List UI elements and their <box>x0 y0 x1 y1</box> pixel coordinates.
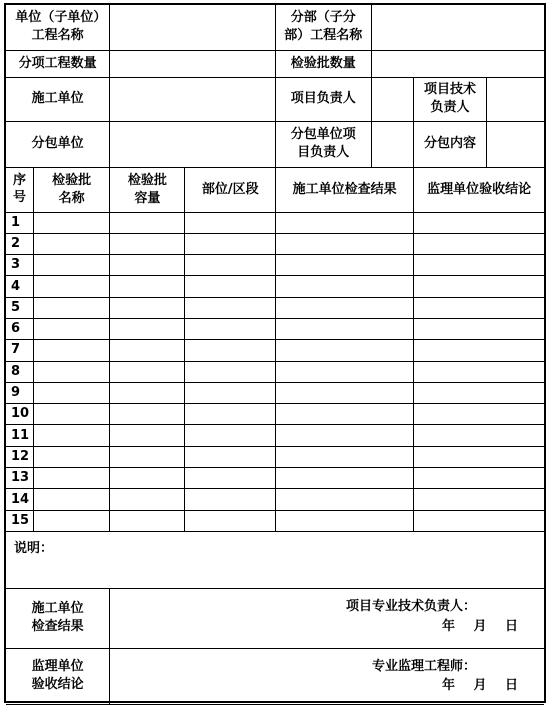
location-cell[interactable] <box>185 297 276 318</box>
batch-capacity-cell[interactable] <box>110 212 185 233</box>
construction-result-cell[interactable] <box>275 468 413 489</box>
construction-unit-value[interactable] <box>110 77 276 121</box>
location-cell[interactable] <box>185 361 276 382</box>
sub-project-name-value[interactable] <box>371 5 544 50</box>
table-row <box>6 318 544 339</box>
table-row <box>6 276 544 297</box>
batch-capacity-cell[interactable] <box>110 255 185 276</box>
location-cell[interactable] <box>185 510 276 531</box>
item-quantity-value[interactable] <box>110 50 276 77</box>
location-cell[interactable] <box>185 468 276 489</box>
subcontract-manager-value[interactable] <box>371 121 414 167</box>
subcontract-content-value[interactable] <box>486 122 544 167</box>
supervision-result-cell[interactable] <box>414 425 544 446</box>
construction-signer-label: 项目专业技术负责人： <box>345 598 476 614</box>
subcontract-unit-label: 分包单位 <box>6 121 110 167</box>
unit-project-name-value[interactable] <box>110 5 276 50</box>
supervision-result-cell[interactable] <box>414 318 544 339</box>
tech-manager-value[interactable] <box>486 78 544 121</box>
batch-name-cell[interactable] <box>33 297 109 318</box>
construction-result-cell[interactable] <box>275 446 413 467</box>
batch-capacity-cell[interactable] <box>110 276 185 297</box>
table-row <box>6 510 544 531</box>
construction-result-cell[interactable] <box>275 340 413 361</box>
table-row <box>6 489 544 510</box>
col-header-batch-name: 检验批名称 <box>33 167 109 212</box>
supervision-result-cell[interactable] <box>414 340 544 361</box>
construction-result-cell[interactable] <box>275 233 413 254</box>
location-cell[interactable] <box>185 318 276 339</box>
location-cell[interactable] <box>185 425 276 446</box>
supervision-result-cell[interactable] <box>414 212 544 233</box>
batch-name-cell[interactable] <box>33 404 109 425</box>
location-cell[interactable] <box>185 382 276 403</box>
construction-result-cell[interactable] <box>275 212 413 233</box>
col-header-batch-capacity: 检验批容量 <box>110 167 185 212</box>
table-row <box>6 361 544 382</box>
row-number: 14 <box>6 489 33 510</box>
construction-result-cell[interactable] <box>275 318 413 339</box>
supervision-signer-label: 专业监理工程师： <box>371 658 476 674</box>
construction-result-cell[interactable] <box>275 255 413 276</box>
table-row <box>6 382 544 403</box>
construction-date-label: 年 月 日 <box>441 618 518 634</box>
tech-manager-split <box>414 78 544 121</box>
location-cell[interactable] <box>185 276 276 297</box>
construction-result-cell[interactable] <box>275 361 413 382</box>
location-cell[interactable] <box>185 212 276 233</box>
row-number: 11 <box>6 425 33 446</box>
supervision-result-cell[interactable] <box>414 468 544 489</box>
note-label: 说明： <box>6 531 544 588</box>
row-number: 15 <box>6 510 33 531</box>
construction-result-cell[interactable] <box>275 425 413 446</box>
construction-result-cell[interactable] <box>275 510 413 531</box>
table-row <box>6 446 544 467</box>
column-header-row <box>6 167 544 212</box>
inspection-form <box>4 3 546 703</box>
row-number: 13 <box>6 468 33 489</box>
batch-name-cell[interactable] <box>33 276 109 297</box>
supervision-sign-area[interactable] <box>110 648 544 704</box>
batch-capacity-cell[interactable] <box>110 361 185 382</box>
supervision-result-cell[interactable] <box>414 489 544 510</box>
batch-capacity-cell[interactable] <box>110 425 185 446</box>
tech-manager-cell <box>414 77 544 121</box>
location-cell[interactable] <box>185 446 276 467</box>
row-number: 9 <box>6 382 33 403</box>
data-rows <box>6 212 544 531</box>
batch-name-cell[interactable] <box>33 468 109 489</box>
subcontract-manager-label: 分包单位项目负责人 <box>275 121 371 167</box>
batch-capacity-cell[interactable] <box>110 510 185 531</box>
table-row <box>6 212 544 233</box>
table-row <box>6 468 544 489</box>
table-row <box>6 297 544 318</box>
supervision-result-cell[interactable] <box>414 446 544 467</box>
project-manager-label: 项目负责人 <box>275 77 371 121</box>
row-number: 2 <box>6 233 33 254</box>
batch-name-cell[interactable] <box>33 255 109 276</box>
batch-name-cell[interactable] <box>33 446 109 467</box>
supervision-acceptance-row <box>6 648 544 704</box>
batch-capacity-cell[interactable] <box>110 297 185 318</box>
supervision-acceptance-label: 监理单位验收结论 <box>6 648 110 704</box>
header-row-project <box>6 5 544 50</box>
header-row-subcontract <box>6 121 544 167</box>
row-number: 1 <box>6 212 33 233</box>
batch-capacity-cell[interactable] <box>110 489 185 510</box>
subcontract-unit-value[interactable] <box>110 121 276 167</box>
table-row <box>6 340 544 361</box>
row-number: 10 <box>6 404 33 425</box>
location-cell[interactable] <box>185 404 276 425</box>
row-number: 7 <box>6 340 33 361</box>
construction-check-row <box>6 588 544 648</box>
batch-capacity-cell[interactable] <box>110 318 185 339</box>
unit-project-name-label: 单位（子单位）工程名称 <box>6 5 110 50</box>
subcontract-content-cell <box>414 121 544 167</box>
row-number: 8 <box>6 361 33 382</box>
batch-name-cell[interactable] <box>33 361 109 382</box>
row-number: 4 <box>6 276 33 297</box>
supervision-result-cell[interactable] <box>414 510 544 531</box>
construction-result-cell[interactable] <box>275 404 413 425</box>
col-header-location: 部位/区段 <box>185 167 276 212</box>
batch-quantity-label: 检验批数量 <box>275 50 371 77</box>
supervision-result-cell[interactable] <box>414 297 544 318</box>
sub-project-name-label: 分部（子分部）工程名称 <box>275 5 371 50</box>
supervision-result-cell[interactable] <box>414 382 544 403</box>
supervision-result-cell[interactable] <box>414 255 544 276</box>
col-header-seq: 序号 <box>6 167 33 212</box>
batch-capacity-cell[interactable] <box>110 468 185 489</box>
construction-result-cell[interactable] <box>275 276 413 297</box>
row-number: 3 <box>6 255 33 276</box>
table-row <box>6 404 544 425</box>
batch-name-cell[interactable] <box>33 425 109 446</box>
batch-name-cell[interactable] <box>33 233 109 254</box>
col-header-construction-result: 施工单位检查结果 <box>275 167 413 212</box>
batch-name-cell[interactable] <box>33 510 109 531</box>
construction-result-cell[interactable] <box>275 489 413 510</box>
supervision-date-label: 年 月 日 <box>441 677 518 693</box>
supervision-result-cell[interactable] <box>414 276 544 297</box>
batch-capacity-cell[interactable] <box>110 404 185 425</box>
table-row <box>6 425 544 446</box>
location-cell[interactable] <box>185 340 276 361</box>
table-row <box>6 233 544 254</box>
subcontract-content-split <box>414 122 544 167</box>
construction-result-cell[interactable] <box>275 382 413 403</box>
construction-unit-label: 施工单位 <box>6 77 110 121</box>
form-table <box>6 5 544 705</box>
construction-result-cell[interactable] <box>275 297 413 318</box>
location-cell[interactable] <box>185 233 276 254</box>
batch-name-cell[interactable] <box>33 340 109 361</box>
batch-name-cell[interactable] <box>33 318 109 339</box>
batch-capacity-cell[interactable] <box>110 340 185 361</box>
note-row <box>6 531 544 588</box>
construction-check-label: 施工单位检查结果 <box>6 588 110 648</box>
supervision-result-cell[interactable] <box>414 361 544 382</box>
batch-capacity-cell[interactable] <box>110 233 185 254</box>
supervision-result-cell[interactable] <box>414 404 544 425</box>
row-number: 5 <box>6 297 33 318</box>
batch-name-cell[interactable] <box>33 382 109 403</box>
item-quantity-label: 分项工程数量 <box>6 50 110 77</box>
project-manager-value[interactable] <box>371 77 414 121</box>
row-number: 12 <box>6 446 33 467</box>
location-cell[interactable] <box>185 489 276 510</box>
col-header-supervision-result: 监理单位验收结论 <box>414 167 544 212</box>
row-number: 6 <box>6 318 33 339</box>
tech-manager-label: 项目技术负责人 <box>414 78 486 121</box>
batch-name-cell[interactable] <box>33 212 109 233</box>
location-cell[interactable] <box>185 255 276 276</box>
table-row <box>6 255 544 276</box>
supervision-result-cell[interactable] <box>414 233 544 254</box>
batch-capacity-cell[interactable] <box>110 382 185 403</box>
header-row-construction <box>6 77 544 121</box>
construction-check-sign-area[interactable] <box>110 588 544 648</box>
header-row-quantity <box>6 50 544 77</box>
subcontract-content-label: 分包内容 <box>414 122 486 167</box>
batch-capacity-cell[interactable] <box>110 446 185 467</box>
batch-quantity-value[interactable] <box>371 50 544 77</box>
batch-name-cell[interactable] <box>33 489 109 510</box>
